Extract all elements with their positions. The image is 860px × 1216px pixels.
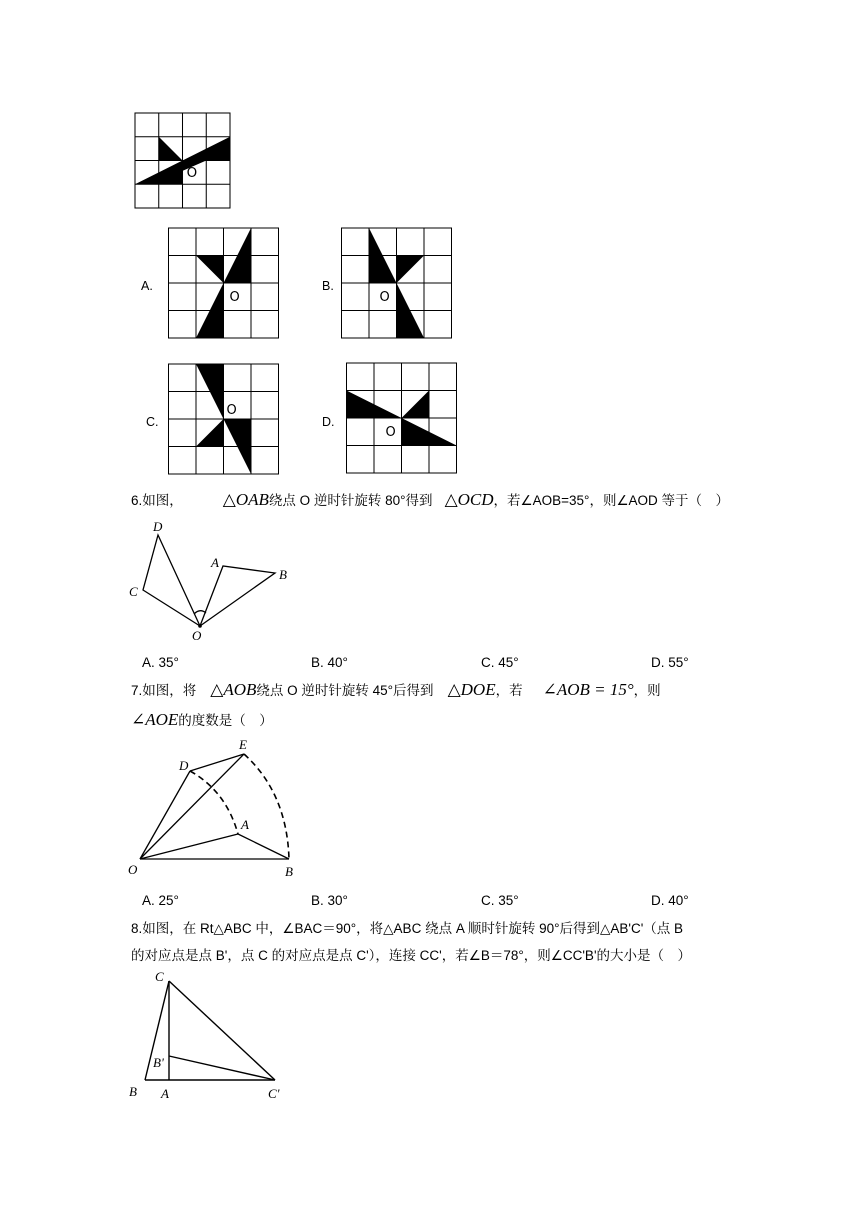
svg-text:A: A bbox=[161, 1086, 169, 1101]
svg-text:E: E bbox=[239, 737, 247, 752]
svg-text:O: O bbox=[379, 290, 390, 305]
svg-text:B: B bbox=[129, 1084, 137, 1099]
svg-text:O: O bbox=[226, 403, 237, 418]
q5-original-grid bbox=[135, 113, 230, 208]
svg-text:B': B' bbox=[153, 1055, 164, 1070]
svg-text:C: C bbox=[129, 584, 138, 599]
svg-text:O: O bbox=[192, 628, 202, 643]
svg-text:O: O bbox=[128, 862, 138, 877]
q6-choice-c[interactable]: C. 45° bbox=[481, 655, 519, 670]
q6-stem: 6.如图， △OAB绕点 O 逆时针旋转 80°得到 △OCD，若∠AOB=35°，则∠AOD 等于（ ） bbox=[131, 490, 730, 509]
svg-text:O: O bbox=[229, 290, 240, 305]
q7-choice-b[interactable]: B. 30° bbox=[311, 893, 348, 908]
q6-choice-a[interactable]: A. 35° bbox=[142, 655, 179, 670]
q6-choice-d[interactable]: D. 55° bbox=[651, 655, 689, 670]
q7-stem-line1: 7.如图，将 △AOB绕点 O 逆时针旋转 45°后得到 △DOE，若 ∠AOB = 15°，则 bbox=[131, 680, 661, 699]
q7-choice-d[interactable]: D. 40° bbox=[651, 893, 689, 908]
svg-text:C': C' bbox=[268, 1086, 280, 1101]
option-d-grid bbox=[346, 363, 457, 473]
q8-stem-line1: 8.如图，在 Rt△ABC 中，∠BAC＝90°，将△ABC 绕点 A 顺时针旋转 90°后得到△AB'C'（点 B bbox=[131, 921, 684, 936]
svg-text:A: A bbox=[241, 817, 249, 832]
q7-choice-c[interactable]: C. 35° bbox=[481, 893, 519, 908]
svg-text:D: D bbox=[179, 758, 189, 773]
q7-choice-a[interactable]: A. 25° bbox=[142, 893, 179, 908]
q8-figure bbox=[125, 965, 295, 1105]
option-a-label: A. bbox=[141, 279, 153, 293]
q8-stem-line2: 的对应点是点 B'，点 C 的对应点是点 C'），连接 CC'，若∠B＝78°，则∠CC'B'的大小是（ ） bbox=[131, 948, 692, 963]
option-c-grid bbox=[168, 364, 279, 474]
q6-choice-b[interactable]: B. 40° bbox=[311, 655, 348, 670]
svg-text:B: B bbox=[279, 567, 287, 582]
svg-text:D: D bbox=[153, 519, 163, 534]
svg-text:O: O bbox=[385, 425, 396, 440]
q6-figure bbox=[125, 515, 295, 645]
svg-text:A: A bbox=[211, 555, 219, 570]
option-a-grid bbox=[168, 228, 279, 338]
q7-stem-line2: ∠AOE的度数是（ ） bbox=[131, 710, 273, 729]
center-o-label: O bbox=[186, 166, 198, 182]
q7-figure bbox=[125, 735, 305, 880]
option-c-label: C. bbox=[146, 415, 159, 429]
svg-text:B: B bbox=[285, 864, 293, 879]
option-b-grid bbox=[341, 228, 452, 338]
svg-text:C: C bbox=[155, 969, 164, 984]
option-d-label: D. bbox=[322, 415, 335, 429]
option-b-label: B. bbox=[322, 279, 334, 293]
